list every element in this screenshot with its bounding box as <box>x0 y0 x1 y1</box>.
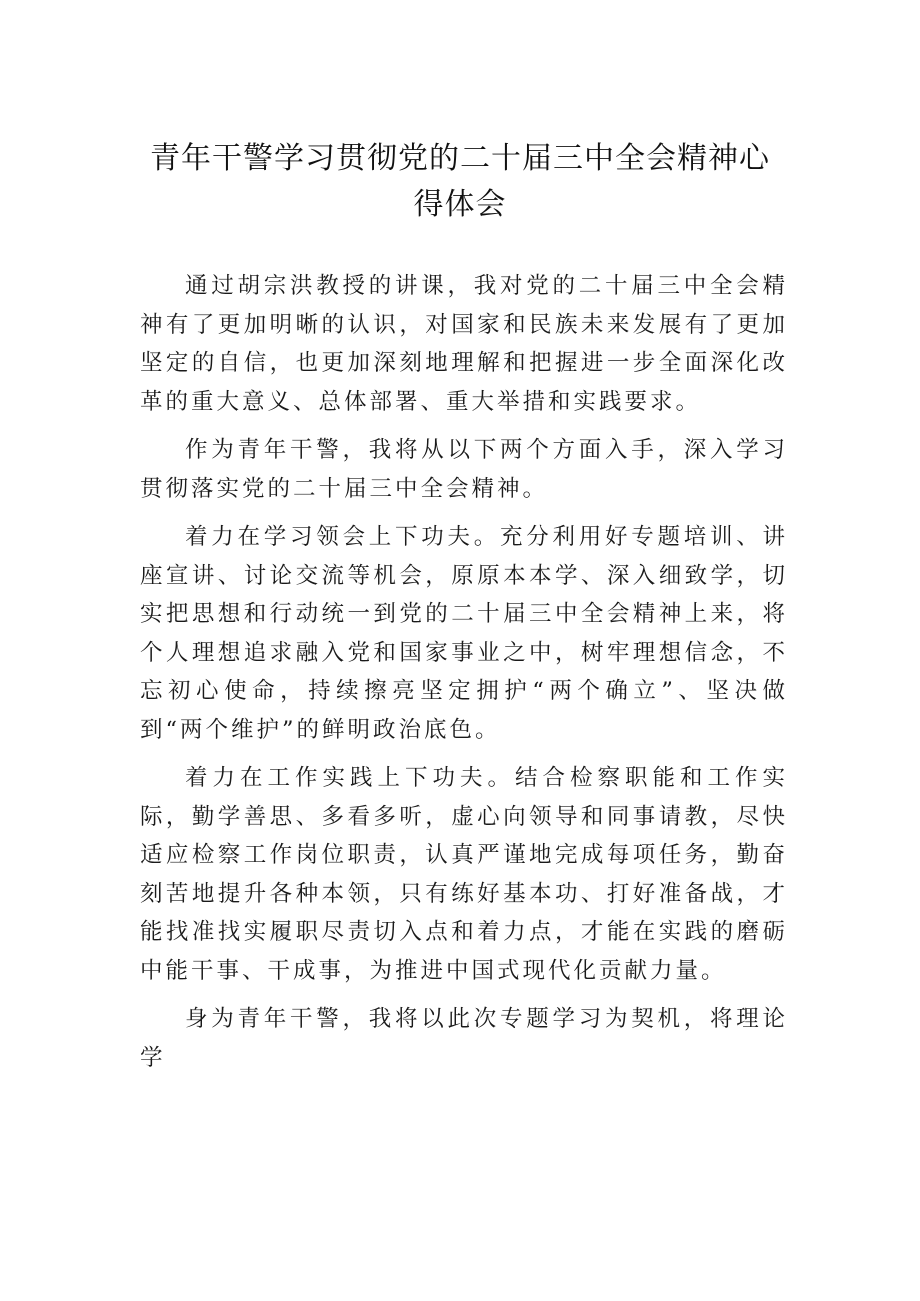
paragraph-conclusion: 身为青年干警，我将以此次专题学习为契机，将理论学 <box>140 1006 788 1071</box>
document-body <box>140 267 788 1087</box>
title-line-2: 得体会 <box>413 187 507 222</box>
paragraph-practice: 着力在工作实践上下功夫。结合检察职能和工作实际，勤学善思、多看多听，虚心向领导和同事请教，尽快适应检察工作岗位职责，认真严谨地完成每项任务，勤奋刻苦地提升各种本领，只有练好基本功、打好准备战，才能找准找实履职尽责切入点和着力点，才能在实践的磨砺中能干事、干成事，为推进中国式现代化贡献力量。 <box>140 765 788 984</box>
paragraph-intro: 通过胡宗洪教授的讲课，我对党的二十届三中全会精神有了更加明晰的认识，对国家和民族未来发展有了更加坚定的自信，也更加深刻地理解和把握进一步全面深化改革的重大意义、总体部署、重大举措和实践要求。 <box>140 273 788 415</box>
paragraph-plan: 作为青年干警，我将从以下两个方面入手，深入学习贯彻落实党的二十届三中全会精神。 <box>140 437 788 502</box>
document-title <box>120 136 800 228</box>
paragraph-study: 着力在学习领会上下功夫。充分利用好专题培训、讲座宣讲、讨论交流等机会，原原本本学、深入细致学，切实把思想和行动统一到党的二十届三中全会精神上来，将个人理想追求融入党和国家事业之中，树牢理想信念，不忘初心使命，持续擦亮坚定拥护“两个确立”、坚决做到“两个维护”的鲜明政治底色。 <box>140 524 788 743</box>
title-line-1: 青年干警学习贯彻党的二十届三中全会精神心 <box>150 141 770 176</box>
